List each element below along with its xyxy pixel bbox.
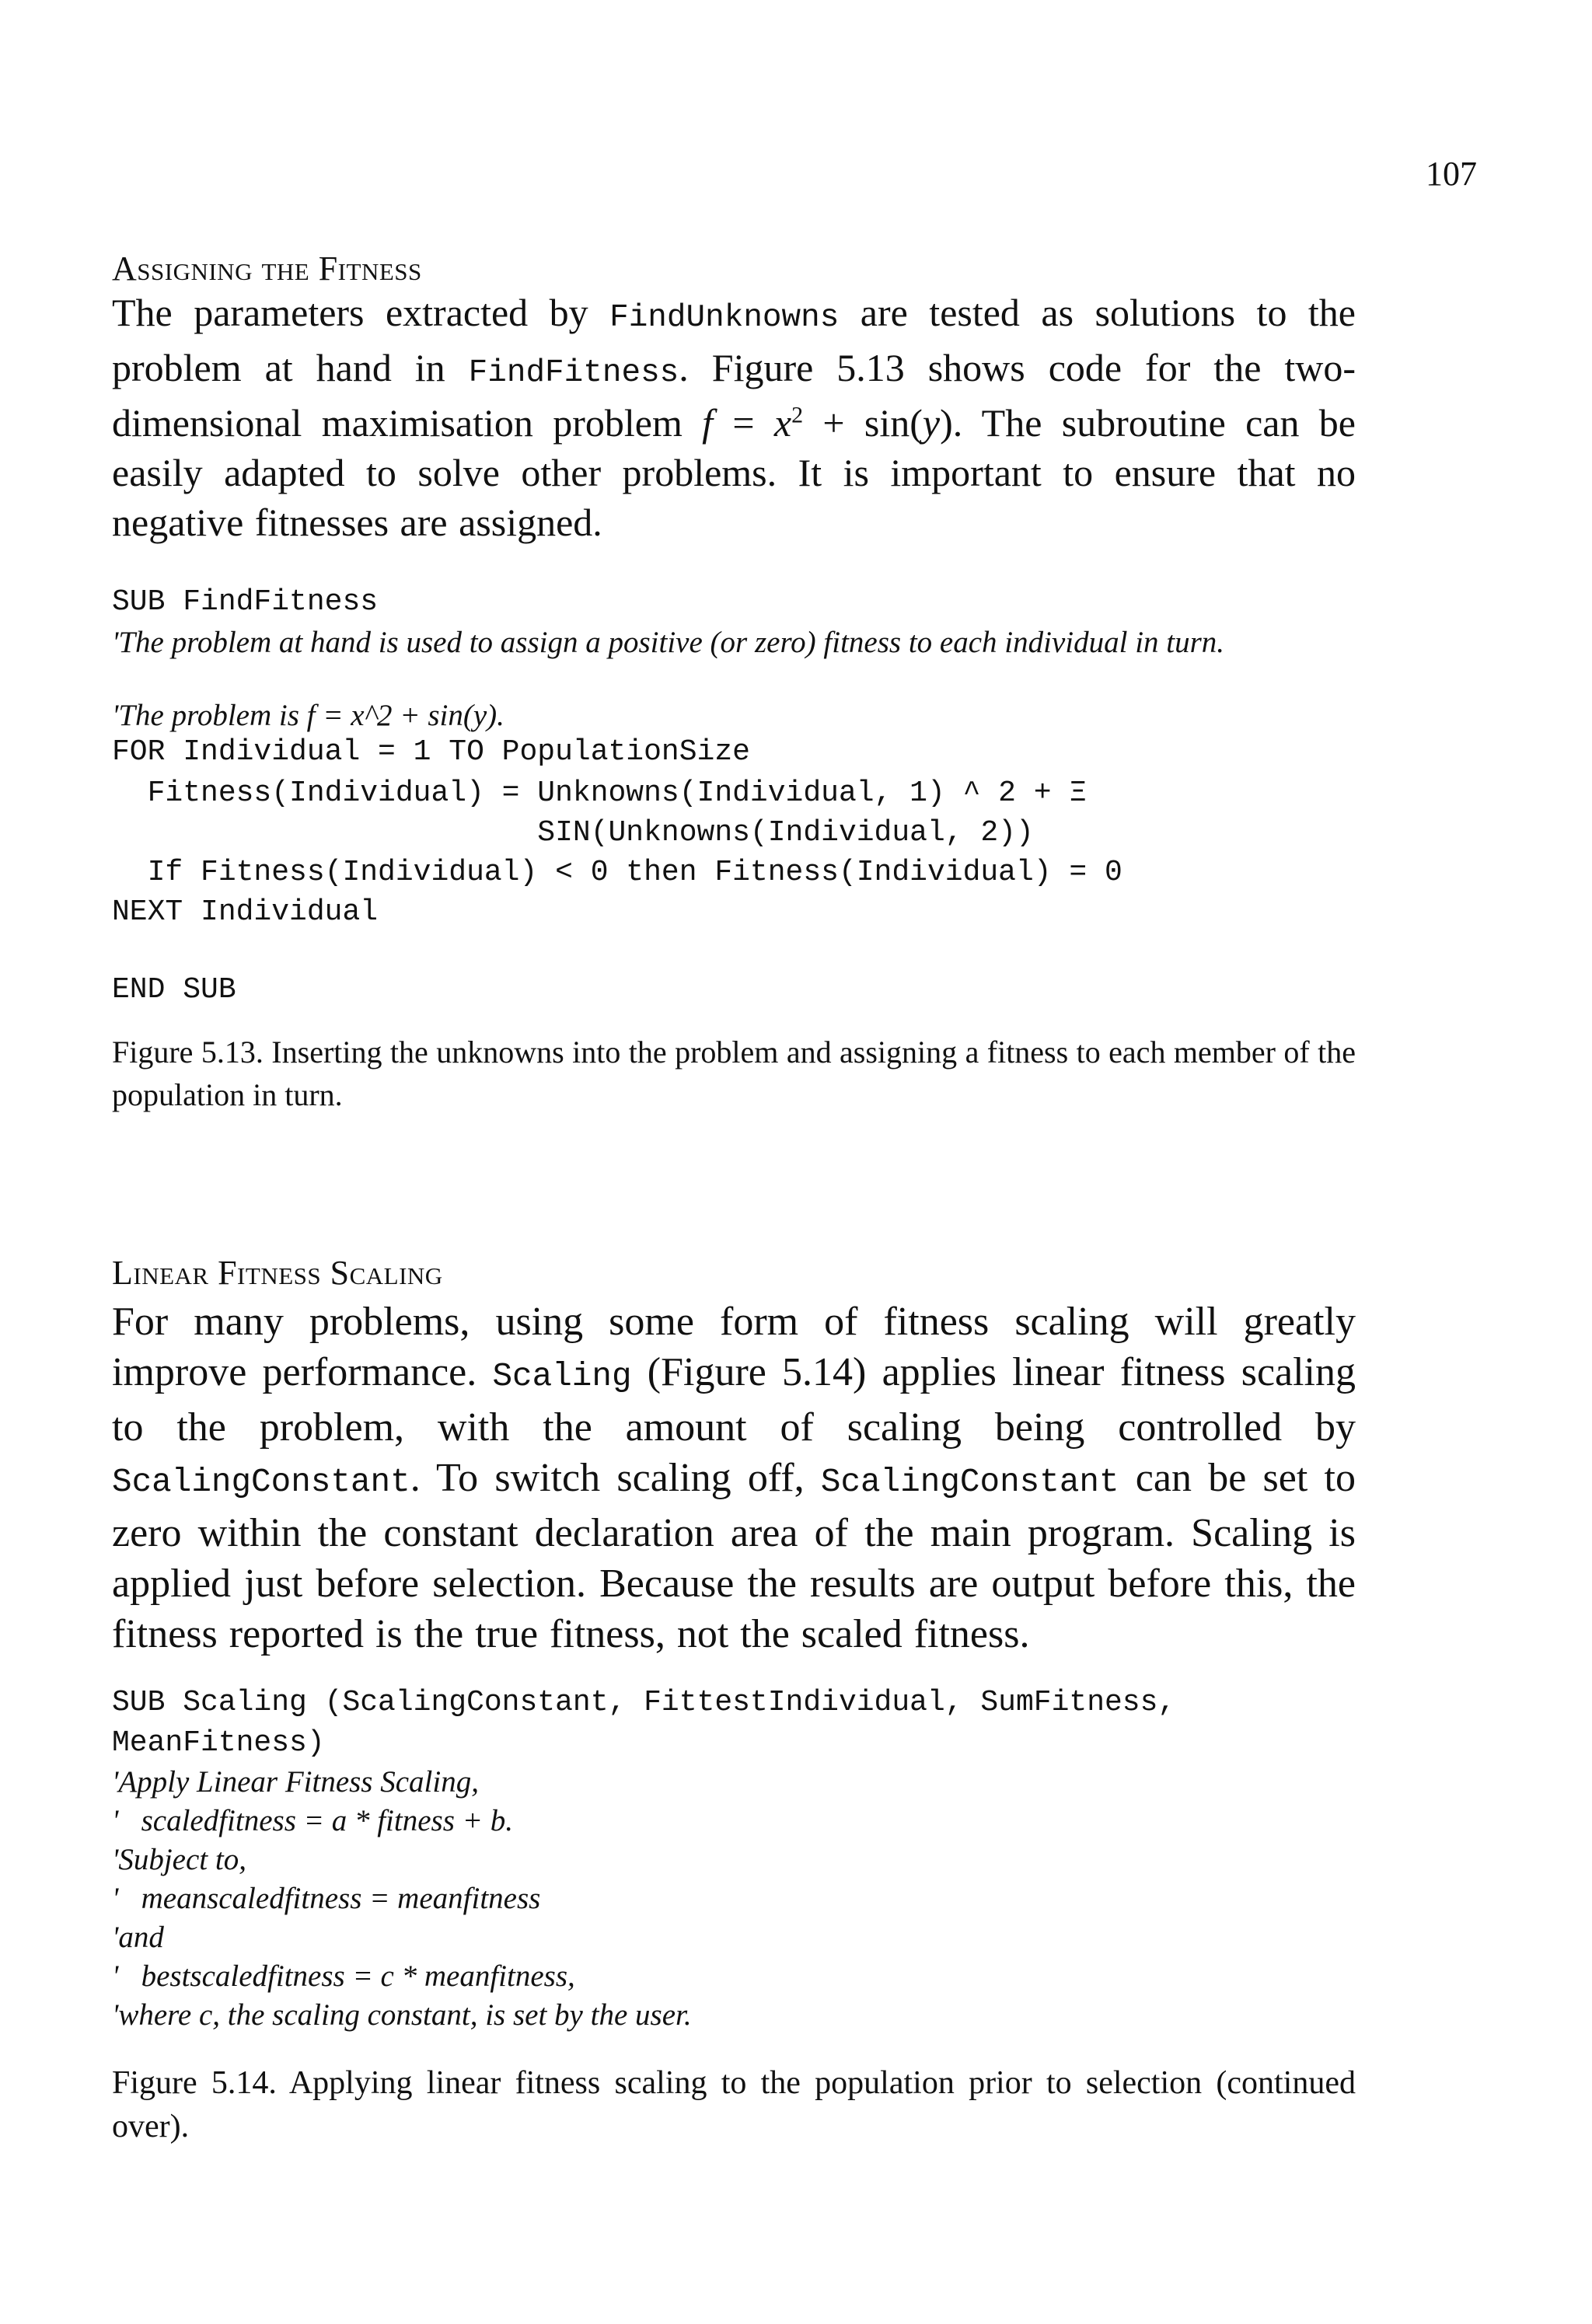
text-run: = bbox=[713, 401, 774, 445]
text-run: can be set to zero within the constant declaration area of the main program. Scaling is applied just before selection. Because the results are output before this, the fitness reported is the true fitness, not the scaled fitness. bbox=[112, 1456, 1356, 1656]
text-run: . Figure 5.13 shows code for the two-dimensional maximisation problem bbox=[112, 346, 1356, 445]
page-number: 107 bbox=[1426, 155, 1477, 193]
code-line-for: FOR Individual = 1 TO PopulationSize bbox=[112, 735, 750, 769]
text-run: (Figure 5.14) applies linear fitness scaling to the problem, with the amount of scaling being controlled by bbox=[112, 1350, 1356, 1450]
code-line-sub-findfitness: SUB FindFitness bbox=[112, 585, 379, 619]
code-comment-scaled-formula: ' scaledfitness = a * fitness + b. bbox=[112, 1804, 513, 1837]
code-line-if-negative: If Fitness(Individual) < 0 then Fitness(Individual) = 0 bbox=[112, 856, 1122, 889]
code-term-scalingconstant: ScalingConstant bbox=[112, 1464, 410, 1501]
code-line-sin-continuation: SIN(Unknowns(Individual, 2)) bbox=[112, 816, 1034, 850]
figure-caption-5-13: Figure 5.13. Inserting the unknowns into the problem and assigning a fitness to each member of the population in turn. bbox=[112, 1035, 1356, 1112]
section-heading-assigning-fitness: Assigning the Fitness bbox=[112, 249, 422, 288]
paragraph-assigning-fitness bbox=[112, 288, 1356, 547]
math-x: x bbox=[773, 401, 792, 445]
code-comment-and: 'and bbox=[112, 1921, 164, 1954]
code-line-end-sub: END SUB bbox=[112, 973, 236, 1007]
code-comment-problem-formula: 'The problem is f = x^2 + sin(y). bbox=[112, 699, 504, 732]
code-comment-mean-constraint: ' meanscaledfitness = meanfitness bbox=[112, 1882, 541, 1915]
paragraph-linear-fitness-scaling bbox=[112, 1296, 1356, 1659]
code-term-scalingconstant: ScalingConstant bbox=[820, 1464, 1119, 1501]
code-term-scaling: Scaling bbox=[492, 1358, 632, 1395]
text-run: are tested as solutions to the problem at hand in bbox=[112, 291, 1356, 389]
math-y: y bbox=[922, 401, 941, 445]
math-f: f bbox=[702, 401, 714, 445]
text-run: . To switch scaling off, bbox=[410, 1456, 821, 1500]
code-term-findfitness: FindFitness bbox=[468, 355, 679, 391]
section-heading-linear-fitness-scaling: Linear Fitness Scaling bbox=[112, 1254, 443, 1292]
code-comment-best-constraint: ' bestscaledfitness = c * meanfitness, bbox=[112, 1959, 575, 1993]
code-comment-apply-scaling: 'Apply Linear Fitness Scaling, bbox=[112, 1765, 479, 1799]
figure-caption-5-14: Figure 5.14. Applying linear fitness scaling to the population prior to selection (continued over). bbox=[112, 2065, 1356, 2144]
text-run: + sin( bbox=[803, 401, 923, 445]
code-comment-subject-to: 'Subject to, bbox=[112, 1843, 246, 1876]
text-run: The parameters extracted by bbox=[112, 291, 610, 334]
code-line-meanfitness-param: MeanFitness) bbox=[112, 1726, 325, 1760]
code-line-fitness-assign: Fitness(Individual) = Unknowns(Individual, 1) ^ 2 + Ξ bbox=[112, 776, 1088, 810]
code-line-sub-scaling: SUB Scaling (ScalingConstant, FittestIndividual, SumFitness, bbox=[112, 1686, 1176, 1719]
math-exponent: 2 bbox=[791, 402, 804, 428]
code-line-next: NEXT Individual bbox=[112, 895, 379, 929]
code-term-findunknowns: FindUnknowns bbox=[609, 300, 840, 336]
code-comment-where-c: 'where c, the scaling constant, is set by the user. bbox=[112, 1998, 692, 2032]
code-comment-problem-at-hand: 'The problem at hand is used to assign a positive (or zero) fitness to each individual in turn. bbox=[112, 626, 1225, 659]
text-run: ). The subroutine can be easily adapted to solve other problems. It is important to ensure that no negative fitnesses are assigned. bbox=[112, 401, 1356, 544]
text-run: For many problems, using some form of fitness scaling will greatly improve performance. bbox=[112, 1300, 1356, 1394]
